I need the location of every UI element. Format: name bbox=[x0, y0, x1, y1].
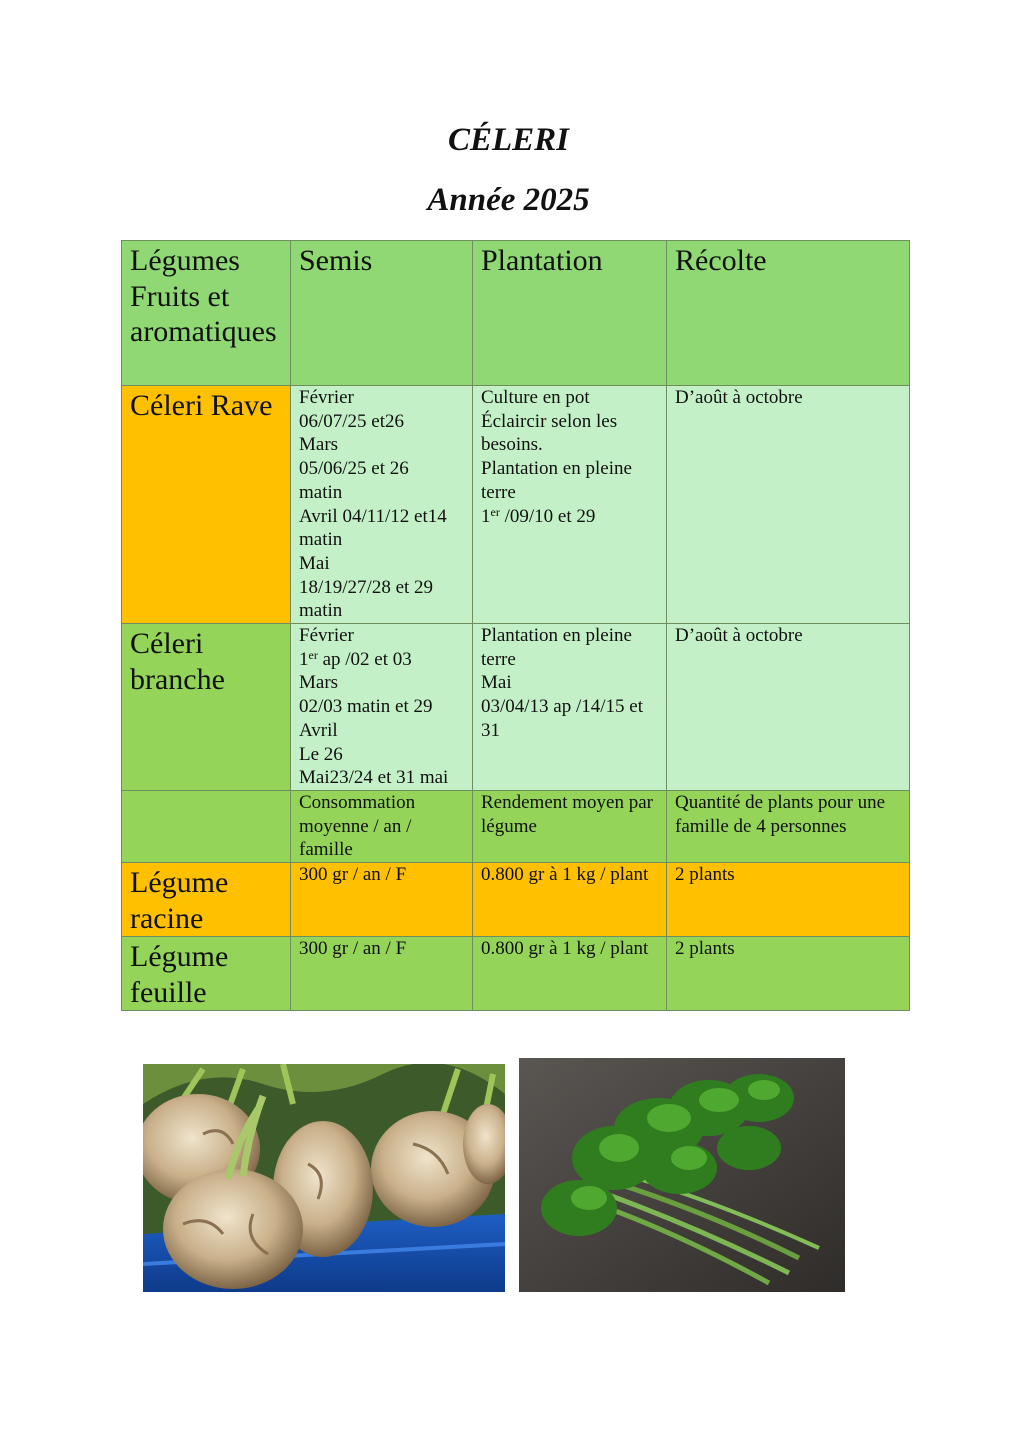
text-line: Février bbox=[299, 625, 354, 647]
header-yield: Rendement moyen par légume bbox=[473, 790, 667, 862]
page-title: CÉLERI bbox=[447, 122, 570, 158]
text-line: Mai bbox=[299, 552, 330, 574]
text-line: Mars bbox=[299, 434, 339, 456]
celeriac-photo bbox=[143, 1064, 505, 1292]
text-line: 05/06/25 et 26 bbox=[299, 458, 409, 480]
harvest-cell: D’août à octobre bbox=[667, 624, 910, 791]
text-line: 03/04/13 ap /14/15 et bbox=[481, 696, 644, 718]
planting-cell bbox=[473, 624, 667, 791]
text-part: 1 bbox=[481, 505, 491, 527]
text-line: matin bbox=[299, 600, 343, 622]
superscript: er bbox=[490, 504, 500, 519]
sowing-cell bbox=[291, 624, 473, 791]
row-celeri-rave bbox=[122, 386, 910, 624]
quantity-cell: 2 plants bbox=[667, 863, 910, 937]
text-line: Éclaircir selon les bbox=[481, 410, 618, 432]
text-line: matin bbox=[299, 481, 343, 503]
text-line: Février bbox=[299, 387, 354, 408]
row-legume-feuille bbox=[122, 937, 910, 1011]
row-label: Légume feuille bbox=[122, 937, 291, 1011]
celery-calendar-table bbox=[121, 240, 910, 1011]
text-line bbox=[481, 505, 658, 529]
text-line: Avril 04/11/12 et14 bbox=[299, 505, 447, 527]
planting-cell bbox=[473, 386, 667, 624]
text-line: terre bbox=[481, 481, 516, 503]
quantity-cell: 2 plants bbox=[667, 937, 910, 1011]
text-part: /09/10 et 29 bbox=[499, 505, 596, 527]
text-line: besoins. bbox=[481, 434, 543, 456]
text-line: 06/07/25 et26 bbox=[299, 410, 405, 432]
harvest-cell: D’août à octobre bbox=[667, 386, 910, 624]
header-planting: Plantation bbox=[473, 241, 667, 386]
celeriac-illustration bbox=[143, 1064, 505, 1292]
header-consumption: Consommation moyenne / an / famille bbox=[291, 790, 473, 862]
row-legume-racine bbox=[122, 863, 910, 937]
stats-header-row bbox=[122, 790, 910, 862]
row-celeri-branche bbox=[122, 624, 910, 791]
text-line: 31 bbox=[481, 719, 500, 741]
row-label: Légume racine bbox=[122, 863, 291, 937]
consumption-cell: 300 gr / an / F bbox=[291, 863, 473, 937]
text-line: Le 26 bbox=[299, 743, 343, 765]
celery-leaves-photo bbox=[519, 1058, 845, 1292]
header-sowing: Semis bbox=[291, 241, 473, 386]
header-row bbox=[122, 241, 910, 386]
text-line: terre bbox=[481, 648, 516, 670]
page-subtitle: Année 2025 bbox=[427, 182, 590, 218]
text-line: Plantation en pleine bbox=[481, 458, 632, 480]
text-line: Plantation en pleine bbox=[481, 625, 632, 647]
text-line: 18/19/27/28 et 29 bbox=[299, 576, 434, 598]
text-line: matin bbox=[299, 529, 343, 551]
yield-cell: 0.800 gr à 1 kg / plant bbox=[473, 863, 667, 937]
celery-leaves-illustration bbox=[519, 1058, 845, 1292]
text-part: 1 bbox=[299, 648, 309, 670]
header-plant-quantity: Quantité de plants pour une famille de 4 personnes bbox=[667, 790, 910, 862]
text-line: 02/03 matin et 29 bbox=[299, 696, 433, 718]
text-line bbox=[299, 648, 464, 672]
superscript: er bbox=[308, 647, 318, 662]
row-label: Céleri branche bbox=[122, 624, 291, 791]
text-line: Mai bbox=[481, 672, 512, 694]
header-harvest: Récolte bbox=[667, 241, 910, 386]
row-label: Céleri Rave bbox=[122, 386, 291, 624]
text-line: Mars bbox=[299, 672, 339, 694]
yield-cell: 0.800 gr à 1 kg / plant bbox=[473, 937, 667, 1011]
text-part: ap /02 et 03 bbox=[317, 648, 412, 670]
text-line: Culture en pot bbox=[481, 387, 590, 408]
consumption-cell: 300 gr / an / F bbox=[291, 937, 473, 1011]
text-line: Avril bbox=[299, 719, 338, 741]
empty-cell bbox=[122, 790, 291, 862]
sowing-cell bbox=[291, 386, 473, 624]
header-vegetables: Légumes Fruits et aromatiques bbox=[122, 241, 291, 386]
text-line: Mai23/24 et 31 mai bbox=[299, 767, 449, 789]
